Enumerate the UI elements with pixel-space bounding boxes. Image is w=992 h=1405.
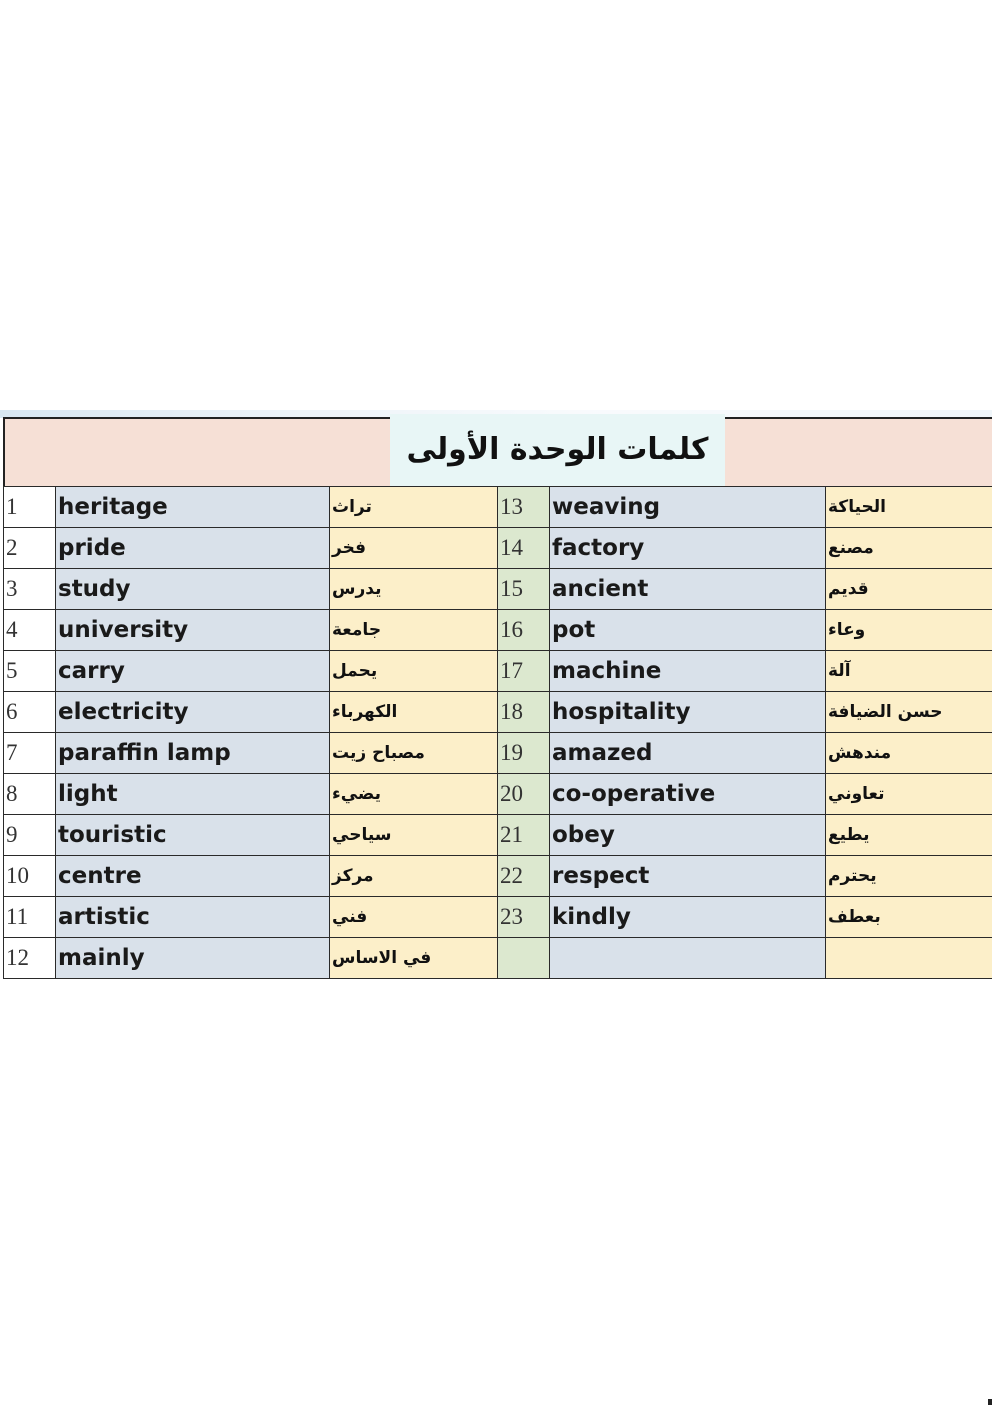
row-number-left-text: 7	[6, 740, 18, 765]
arabic-meaning-left-text: يدرس	[332, 579, 381, 599]
table-row	[4, 733, 992, 774]
english-word-right-text: factory	[552, 535, 644, 561]
arabic-meaning-right-text: الحياكة	[828, 497, 886, 517]
row-number-left	[4, 692, 56, 733]
row-number-left	[4, 856, 56, 897]
arabic-meaning-right	[826, 692, 992, 733]
arabic-meaning-left	[330, 569, 498, 610]
arabic-meaning-right	[826, 610, 992, 651]
row-number-right	[498, 528, 550, 569]
arabic-meaning-right	[826, 897, 992, 938]
row-number-left-text: 5	[6, 658, 18, 683]
row-number-right	[498, 692, 550, 733]
page-title: كلمات الوحدة الأولى	[406, 432, 708, 467]
row-number-left	[4, 938, 56, 979]
table-row	[4, 774, 992, 815]
row-number-right	[498, 938, 550, 979]
arabic-meaning-right-text: قديم	[828, 579, 869, 599]
english-word-right	[550, 774, 826, 815]
row-number-left-text: 1	[6, 494, 18, 519]
english-word-right	[550, 733, 826, 774]
arabic-meaning-left-text: يضيء	[332, 784, 381, 804]
arabic-meaning-right-text: تعاوني	[828, 784, 885, 804]
english-word-right-text: kindly	[552, 904, 631, 930]
row-number-right	[498, 815, 550, 856]
english-word-left-text: study	[58, 576, 131, 602]
english-word-right-text: weaving	[552, 494, 660, 520]
arabic-meaning-right	[826, 651, 992, 692]
table-row	[4, 815, 992, 856]
arabic-meaning-right	[826, 528, 992, 569]
arabic-meaning-left-text: جامعة	[332, 620, 381, 640]
english-word-right	[550, 815, 826, 856]
table-row	[4, 856, 992, 897]
english-word-right	[550, 610, 826, 651]
row-number-left-text: 12	[6, 945, 29, 970]
english-word-right-text: pot	[552, 617, 595, 643]
row-number-left-text: 3	[6, 576, 18, 601]
row-number-left-text: 8	[6, 781, 18, 806]
arabic-meaning-right-text: بعطف	[828, 907, 881, 927]
row-number-right	[498, 774, 550, 815]
arabic-meaning-left	[330, 897, 498, 938]
english-word-left-text: electricity	[58, 699, 188, 725]
row-number-left	[4, 651, 56, 692]
english-word-right	[550, 938, 826, 979]
row-number-left	[4, 569, 56, 610]
arabic-meaning-right	[826, 774, 992, 815]
row-number-right-text: 22	[500, 863, 523, 888]
english-word-left	[56, 733, 330, 774]
arabic-meaning-left	[330, 774, 498, 815]
english-word-right	[550, 692, 826, 733]
vocabulary-table	[3, 486, 992, 979]
arabic-meaning-right-text: مصنع	[828, 538, 874, 558]
row-number-right	[498, 610, 550, 651]
english-word-left	[56, 610, 330, 651]
arabic-meaning-left	[330, 487, 498, 528]
vocabulary-sheet	[3, 417, 992, 982]
arabic-meaning-left-text: يحمل	[332, 661, 377, 681]
english-word-left	[56, 856, 330, 897]
row-number-left-text: 9	[6, 822, 18, 847]
row-number-left	[4, 897, 56, 938]
english-word-right	[550, 528, 826, 569]
arabic-meaning-right-text: حسن الضيافة	[828, 702, 943, 722]
english-word-left-text: centre	[58, 863, 142, 889]
row-number-right-text: 17	[500, 658, 523, 683]
english-word-right-text: respect	[552, 863, 649, 889]
arabic-meaning-right	[826, 569, 992, 610]
row-number-right	[498, 856, 550, 897]
table-row	[4, 897, 992, 938]
vocabulary-table-body	[4, 487, 992, 979]
table-row	[4, 692, 992, 733]
english-word-right-text: obey	[552, 822, 615, 848]
arabic-meaning-left	[330, 692, 498, 733]
arabic-meaning-right-text: يطيع	[828, 825, 870, 845]
english-word-left	[56, 774, 330, 815]
row-number-right-text: 18	[500, 699, 523, 724]
arabic-meaning-right-text: وعاء	[828, 620, 865, 640]
row-number-left	[4, 815, 56, 856]
row-number-right-text: 14	[500, 535, 523, 560]
arabic-meaning-left-text: الكهرباء	[332, 702, 397, 722]
english-word-left	[56, 815, 330, 856]
arabic-meaning-left-text: فخر	[332, 538, 366, 558]
row-number-left	[4, 733, 56, 774]
table-row	[4, 487, 992, 528]
arabic-meaning-right	[826, 815, 992, 856]
arabic-meaning-right	[826, 733, 992, 774]
table-row	[4, 610, 992, 651]
arabic-meaning-right-text: يحترم	[828, 866, 877, 886]
row-number-left-text: 10	[6, 863, 29, 888]
arabic-meaning-left	[330, 610, 498, 651]
row-number-left-text: 6	[6, 699, 18, 724]
row-number-left	[4, 774, 56, 815]
row-number-left	[4, 610, 56, 651]
row-number-left-text: 11	[6, 904, 28, 929]
english-word-right-text: ancient	[552, 576, 648, 602]
arabic-meaning-left-text: في الاساس	[332, 948, 431, 968]
english-word-left	[56, 528, 330, 569]
english-word-left	[56, 487, 330, 528]
english-word-right	[550, 897, 826, 938]
table-row	[4, 569, 992, 610]
row-number-right-text: 19	[500, 740, 523, 765]
arabic-meaning-right	[826, 487, 992, 528]
english-word-right	[550, 569, 826, 610]
row-number-left-text: 2	[6, 535, 18, 560]
row-number-right-text: 13	[500, 494, 523, 519]
english-word-left-text: paraffin lamp	[58, 740, 231, 766]
table-row	[4, 938, 992, 979]
arabic-meaning-left	[330, 733, 498, 774]
row-number-left	[4, 528, 56, 569]
arabic-meaning-left	[330, 938, 498, 979]
english-word-left-text: touristic	[58, 822, 167, 848]
arabic-meaning-right	[826, 856, 992, 897]
corner-mark	[988, 1399, 992, 1405]
arabic-meaning-right-text: آلة	[828, 661, 851, 681]
english-word-right	[550, 487, 826, 528]
row-number-right	[498, 651, 550, 692]
english-word-right	[550, 856, 826, 897]
row-number-left	[4, 487, 56, 528]
english-word-right-text: machine	[552, 658, 661, 684]
row-number-right	[498, 487, 550, 528]
english-word-right-text: amazed	[552, 740, 652, 766]
english-word-right-text: hospitality	[552, 699, 690, 725]
arabic-meaning-left-text: تراث	[332, 497, 372, 517]
arabic-meaning-right-text: مندهش	[828, 743, 891, 763]
english-word-left-text: mainly	[58, 945, 145, 971]
arabic-meaning-right	[826, 938, 992, 979]
arabic-meaning-left	[330, 856, 498, 897]
title-box	[390, 414, 725, 494]
arabic-meaning-left-text: سياحي	[332, 825, 392, 845]
english-word-left-text: carry	[58, 658, 125, 684]
arabic-meaning-left-text: مركز	[332, 866, 374, 886]
english-word-left-text: heritage	[58, 494, 168, 520]
arabic-meaning-left-text: فني	[332, 907, 367, 927]
arabic-meaning-left-text: مصباح زيت	[332, 743, 425, 763]
row-number-right	[498, 733, 550, 774]
row-number-right	[498, 569, 550, 610]
arabic-meaning-left	[330, 528, 498, 569]
arabic-meaning-left	[330, 651, 498, 692]
english-word-left	[56, 651, 330, 692]
english-word-left	[56, 897, 330, 938]
table-row	[4, 651, 992, 692]
english-word-left	[56, 569, 330, 610]
row-number-right-text: 15	[500, 576, 523, 601]
english-word-left-text: artistic	[58, 904, 150, 930]
row-number-right-text: 16	[500, 617, 523, 642]
english-word-left	[56, 692, 330, 733]
row-number-right-text: 20	[500, 781, 523, 806]
row-number-right-text: 21	[500, 822, 523, 847]
english-word-left-text: university	[58, 617, 188, 643]
english-word-left-text: light	[58, 781, 118, 807]
row-number-right-text: 23	[500, 904, 523, 929]
english-word-right-text: co-operative	[552, 781, 715, 807]
row-number-left-text: 4	[6, 617, 18, 642]
table-row	[4, 528, 992, 569]
english-word-right	[550, 651, 826, 692]
english-word-left	[56, 938, 330, 979]
english-word-left-text: pride	[58, 535, 126, 561]
row-number-right	[498, 897, 550, 938]
arabic-meaning-left	[330, 815, 498, 856]
